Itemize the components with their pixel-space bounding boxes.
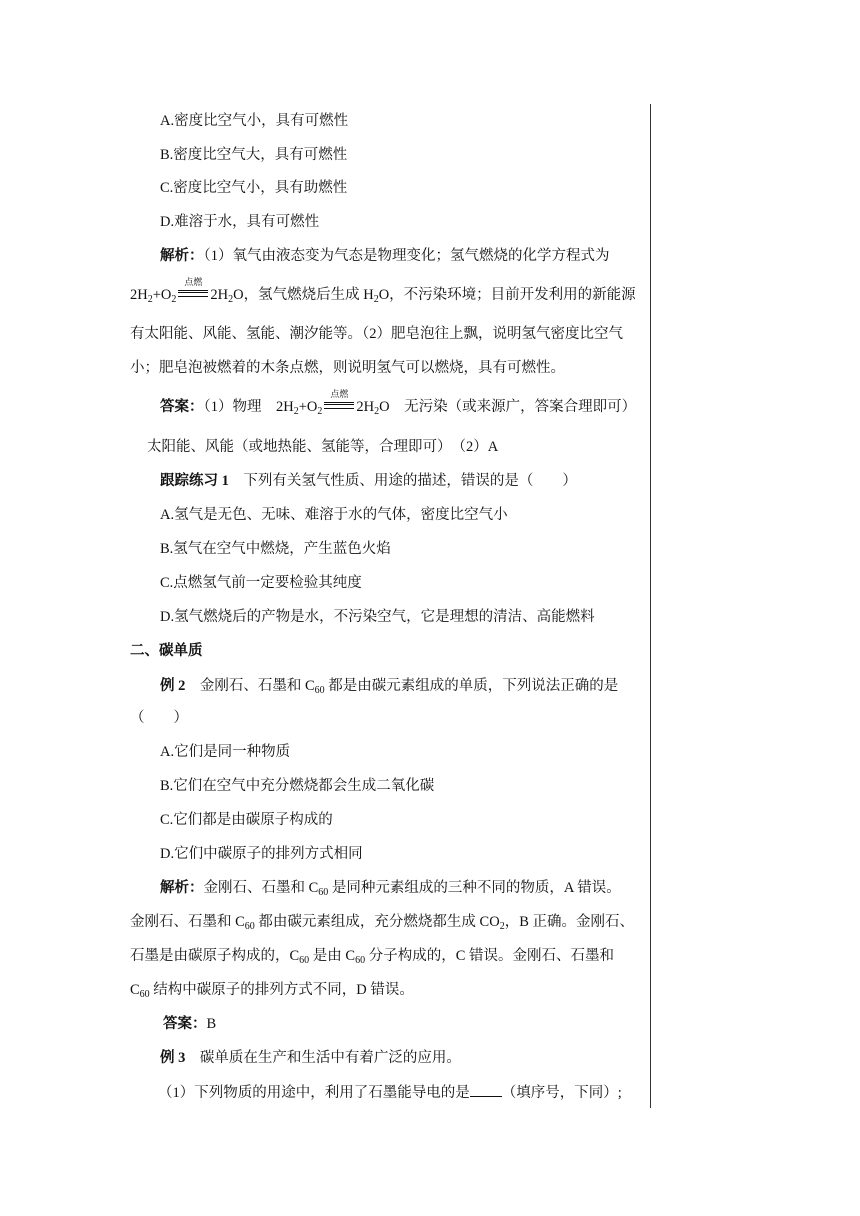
answer-blank — [470, 1082, 502, 1097]
analysis-line-3: 有太阳能、风能、氢能、潮汐能等。（2）肥皂泡往上飘，说明氢气密度比空气 — [130, 326, 623, 342]
analysis-label: 解析： — [160, 248, 204, 264]
analysis2-line-4: $C_{60}$ 结构中碳原子的排列方式不同，D 错误。 — [130, 982, 414, 1000]
answer-label: 答案： — [160, 399, 204, 415]
practice-option-b: B.氢气在空气中燃烧，产生蓝色火焰 — [160, 541, 391, 557]
example2-option-c: C.它们都是由碳原子构成的 — [160, 812, 333, 828]
column-divider — [650, 104, 651, 1108]
example2-stem: 例 2 金刚石、石墨和 $C_{60}$ 都是由碳元素组成的单质，下列说法正确的是 — [160, 678, 619, 696]
practice-option-d: D.氢气燃烧后的产物是水，不污染空气，它是理想的清洁、高能燃料 — [160, 609, 595, 625]
example2-option-a: A.它们是同一种物质 — [160, 744, 291, 760]
analysis2-line-2: 金刚石、石墨和 $C_{60}$ 都由碳元素组成，充分燃烧都生成 $CO_2$，B 正确。金刚石、 — [130, 914, 634, 932]
practice-option-a: A.氢气是无色、无味、难溶于水的气体，密度比空气小 — [160, 507, 508, 523]
analysis-line-2: $2H_2+O_2$ 点燃 $2H_2O$，氢气燃烧后生成 $H_2O$，不污染环境；目前开发利用的新能源 — [130, 277, 636, 305]
analysis2-line-1: 解析：金刚石、石墨和 $C_{60}$ 是同种元素组成的三种不同的物质，A 错误。 — [160, 880, 621, 898]
analysis-line-1: 解析：（1）氧气由液态变为气态是物理变化；氢气燃烧的化学方程式为 — [160, 248, 610, 264]
reaction-condition: 点燃 — [176, 285, 210, 299]
reaction-condition: 点燃 — [322, 397, 356, 411]
practice-option-c: C.点燃氢气前一定要检验其纯度 — [160, 575, 362, 591]
option-c: C.密度比空气小，具有助燃性 — [160, 180, 348, 196]
example3-q1: （1）下列物质的用途中，利用了石墨能导电的是 （填序号，下同）; — [158, 1082, 622, 1103]
answer-line-2: 太阳能、风能（或地热能、氢能等，合理即可） （2）A — [147, 439, 499, 455]
answer2: 答案：B — [163, 1016, 217, 1032]
answer-line-1: 答案：（1）物理 $2H_2+O_2$ 点燃 $2H_2O$ 无污染（或来源广，答案合理即可） — [160, 389, 637, 417]
analysis2-line-3: 石墨是由碳原子构成的，$C_{60}$ 是由 $C_{60}$ 分子构成的，C 错误。金刚石、石墨和 — [130, 948, 615, 966]
example3-stem: 例 3 碳单质在生产和生活中有着广泛的应用。 — [160, 1050, 461, 1066]
option-a: A.密度比空气小，具有可燃性 — [160, 113, 349, 129]
option-b: B.密度比空气大，具有可燃性 — [160, 147, 348, 163]
practice-stem: 跟踪练习 1 下列有关氢气性质、用途的描述，错误的是（ ） — [160, 473, 577, 489]
example2-option-b: B.它们在空气中充分燃烧都会生成二氧化碳 — [160, 778, 435, 794]
example2-paren: （ ） — [130, 710, 188, 726]
analysis-line-4: 小；肥皂泡被燃着的木条点燃，则说明氢气可以燃烧，具有可燃性。 — [130, 360, 565, 376]
example2-option-d: D.它们中碳原子的排列方式相同 — [160, 846, 363, 862]
section-heading: 二、碳单质 — [130, 643, 203, 659]
option-d: D.难溶于水，具有可燃性 — [160, 214, 320, 230]
